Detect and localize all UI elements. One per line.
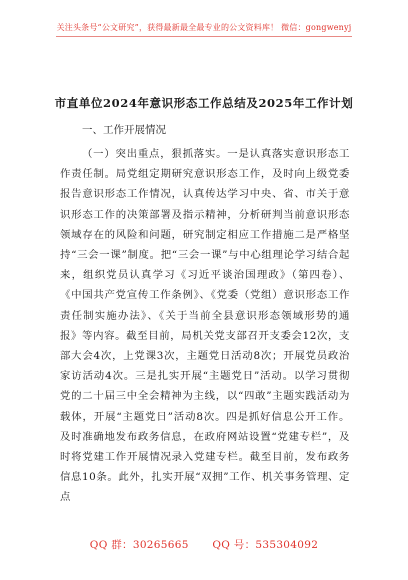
document-title: 市直单位2024年意识形态工作总结及2025年工作计划 [54,96,354,110]
body-paragraph: （一）突出重点，狠抓落实。一是认真落实意识形态工作责任制。局党组定期研究意识形态工作，及时向上级党委报告意识形态工作情况，认真传达学习中央、省、市关于意识形态工作的决策部署及指示精神，分析研判当前意识形态领域存在的风险和问题，研究制定相应工作措施二是严格坚持“三会一课”制度。把“三会一课”与中心组理论学习结合起来，组织党员认真学习《习近平谈治国理政》（第四卷）、《中国共产党宣传工作条例》、《党委（党组）意识形态工作责任制实施办法》、《关于当前全县意识形态领域形势的通报》等内容。截至目前，局机关党支部召开支委会12次，支部大会4次，上党课3次，主题党日活动8次；开展党员政治家访活动4次。三是扎实开展“主题党日”活动。以学习贯彻党的二十届三中全会精神为主线，以“四敢”主题实践活动为载体，开展“主题党日”活动8次。四是抓好信息公开工作。及时准确地发布政务信息，在政府网站设置“党建专栏”，及时将党建工作开展情况录入党建专栏。截至目前，发布政务信息10条。此外，扎实开展“双拥”工作、机关事务管理、定点 [60,148,350,504]
footer-qq-number: QQ 号：535304092 [212,539,319,551]
footer-contact [0,537,408,552]
section-heading: 一、工作开展情况 [82,124,166,136]
header-promo-note: 关注头条号“公文研究”，获得最新最全最专业的公文资料库！ 微信：gongwenyj [56,23,352,32]
footer-qq-group: QQ 群：30265665 [89,539,189,551]
header-divider [56,36,352,37]
